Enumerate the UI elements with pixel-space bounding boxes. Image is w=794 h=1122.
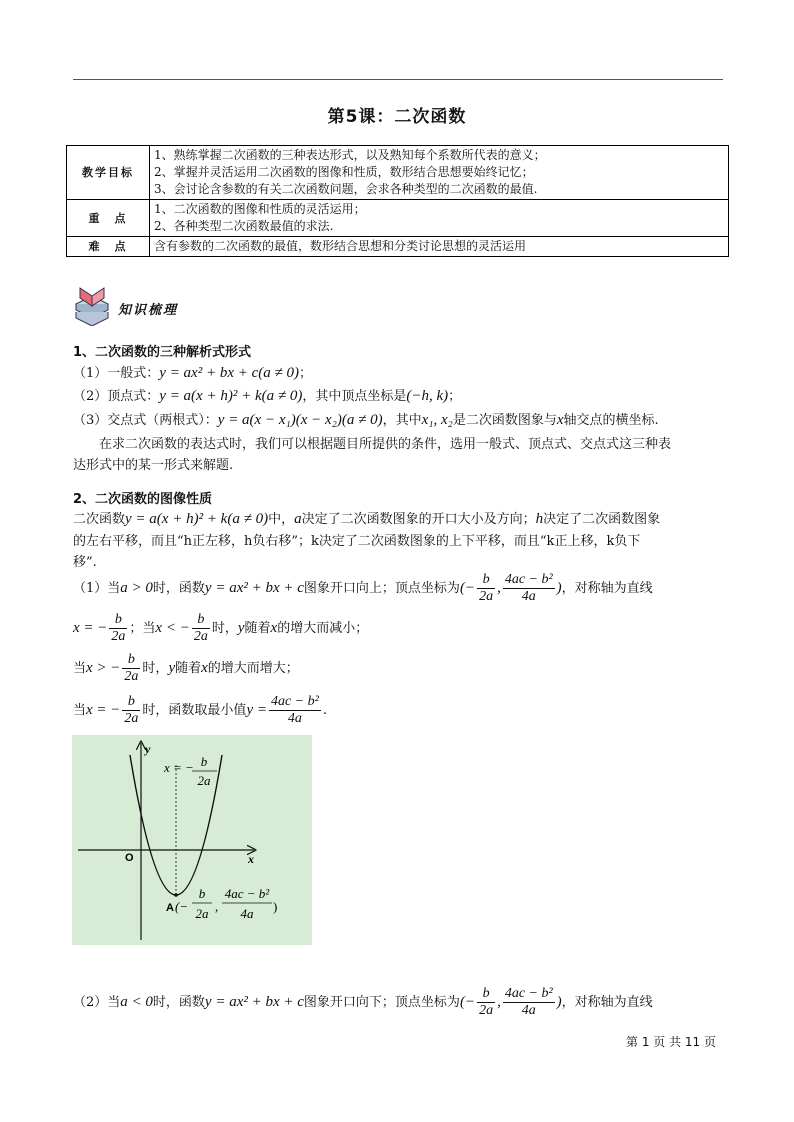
fraction: $\frac{\text{4ac − b²}}{4a}$ xyxy=(270,694,319,726)
table-row xyxy=(67,146,729,200)
fraction: $\frac{\text{4ac − b²}}{4a}$ xyxy=(504,986,553,1018)
vertex-open: (− xyxy=(175,899,189,914)
case-a-positive-line: （1）当a > 0时，函数y = ax² + bx + c图象开口向上；顶点坐标为(− $\frac{b}{2a}$ , $\frac{\text{4ac − b²}}{4a}$ )，对称轴为直线 xyxy=(73,572,653,604)
paragraph: 达形式中的某一形式来解题. xyxy=(73,458,234,473)
paragraph: 二次函数y = a(x + h)² + k(a ≠ 0)中，a决定了二次函数图象的开口大小及方向；h决定了二次函数图象 xyxy=(73,511,661,527)
paragraph: 移”. xyxy=(73,555,97,570)
axis-fraction-den: 2a xyxy=(197,773,211,788)
objectives-table xyxy=(66,145,729,257)
origin-label: O xyxy=(125,852,134,864)
keypoints-content xyxy=(150,200,729,237)
paragraph: 在求二次函数的表达式时，我们可以根据题目所提供的条件，选用一般式、顶点式、交点式这三种表 xyxy=(99,437,672,452)
book-stack-icon xyxy=(72,282,112,326)
axis-equation: x = − xyxy=(164,760,194,775)
general-form-line: （1）一般式：y = ax² + bx + c(a ≠ 0)； xyxy=(73,365,313,381)
section-heading-2: 2、二次函数的图像性质 xyxy=(73,492,213,507)
vertex-point-label: A xyxy=(166,902,174,914)
increase-line: 当x > − $\frac{b}{2a}$ 时，y随着x的增大而增大； xyxy=(73,652,299,684)
parabola-figure xyxy=(72,735,312,945)
page-title: 第5课：二次函数 xyxy=(327,107,467,127)
list-item: 2、掌握并灵活运用二次函数的图像和性质，数形结合思想要始终记忆； xyxy=(154,165,534,179)
section-heading-1: 1、二次函数的三种解析式形式 xyxy=(73,345,252,360)
fraction: $\frac{b}{2a}$ xyxy=(124,694,139,726)
y-axis-label: y xyxy=(145,742,151,756)
table-row xyxy=(67,237,729,257)
page-number: 第 1 页 共 11 页 xyxy=(626,1035,716,1049)
section-label: 知识梳理 xyxy=(118,303,179,318)
list-item: 3、会讨论含参数的有关二次函数问题，会求各种类型的二次函数的最值. xyxy=(154,182,538,196)
axis-fraction-num: b xyxy=(200,754,208,769)
vertex-x-den: 2a xyxy=(195,906,209,921)
vertex-x-num: b xyxy=(198,886,206,901)
list-item: 1、二次函数的图像和性质的灵活运用； xyxy=(154,202,366,216)
vertex-point xyxy=(174,893,178,897)
fraction: $\frac{\text{4ac − b²}}{4a}$ xyxy=(504,572,553,604)
x-axis-label: x xyxy=(248,852,254,866)
fraction: $\frac{b}{2a}$ xyxy=(193,612,208,644)
vertex-comma: , xyxy=(215,899,219,914)
difficulty-label: 难 点 xyxy=(67,237,150,257)
list-item: 2、各种类型二次函数最值的求法. xyxy=(154,219,334,233)
minimum-line: 当x = − $\frac{b}{2a}$ 时，函数取最小值y = $\frac{\text{4ac − b²}}{4a}$ . xyxy=(73,694,327,726)
vertex-close: ) xyxy=(273,899,278,914)
header-rule xyxy=(73,79,723,80)
intercept-form-line: （3）交点式（两根式）：y = a(x − x₁)(x − x₂)(a ≠ 0)，其中x₁, x₂是二次函数图象与x轴交点的横坐标. xyxy=(73,412,659,428)
fraction: $\frac{b}{2a}$ xyxy=(111,612,126,644)
keypoints-label: 重 点 xyxy=(67,200,150,237)
table-row xyxy=(67,200,729,237)
objectives-label: 教学目标 xyxy=(67,146,150,200)
fraction: $\frac{b}{2a}$ xyxy=(479,986,494,1018)
list-item: 1、熟练掌握二次函数的三种表达形式，以及熟知每个系数所代表的意义； xyxy=(154,148,546,162)
paragraph: 的左右平移，而且“h正左移，h负右移”；k决定了二次函数图象的上下平移，而且“k正上移，k负下 xyxy=(73,534,641,549)
parabola-svg xyxy=(72,735,312,945)
fraction: $\frac{b}{2a}$ xyxy=(479,572,494,604)
vertex-form-line: （2）顶点式：y = a(x + h)² + k(a ≠ 0)，其中顶点坐标是(−h, k)； xyxy=(73,388,462,404)
fraction: $\frac{b}{2a}$ xyxy=(124,652,139,684)
case-a-negative-line: （2）当a < 0时，函数y = ax² + bx + c图象开口向下；顶点坐标为(− $\frac{b}{2a}$ , $\frac{\text{4ac − b²}}{4a}$ )，对称轴为直线 xyxy=(73,986,653,1018)
difficulty-content xyxy=(150,237,729,257)
objectives-content xyxy=(150,146,729,200)
axis-line: x = − $\frac{b}{2a}$ ；当x < − $\frac{b}{2a}$ 时，y随着x的增大而减小； xyxy=(73,612,369,644)
list-item: 含有参数的二次函数的最值，数形结合思想和分类讨论思想的灵活运用 xyxy=(154,239,527,253)
vertex-y-den: 4a xyxy=(240,906,254,921)
vertex-y-num: 4ac − b² xyxy=(224,886,270,901)
